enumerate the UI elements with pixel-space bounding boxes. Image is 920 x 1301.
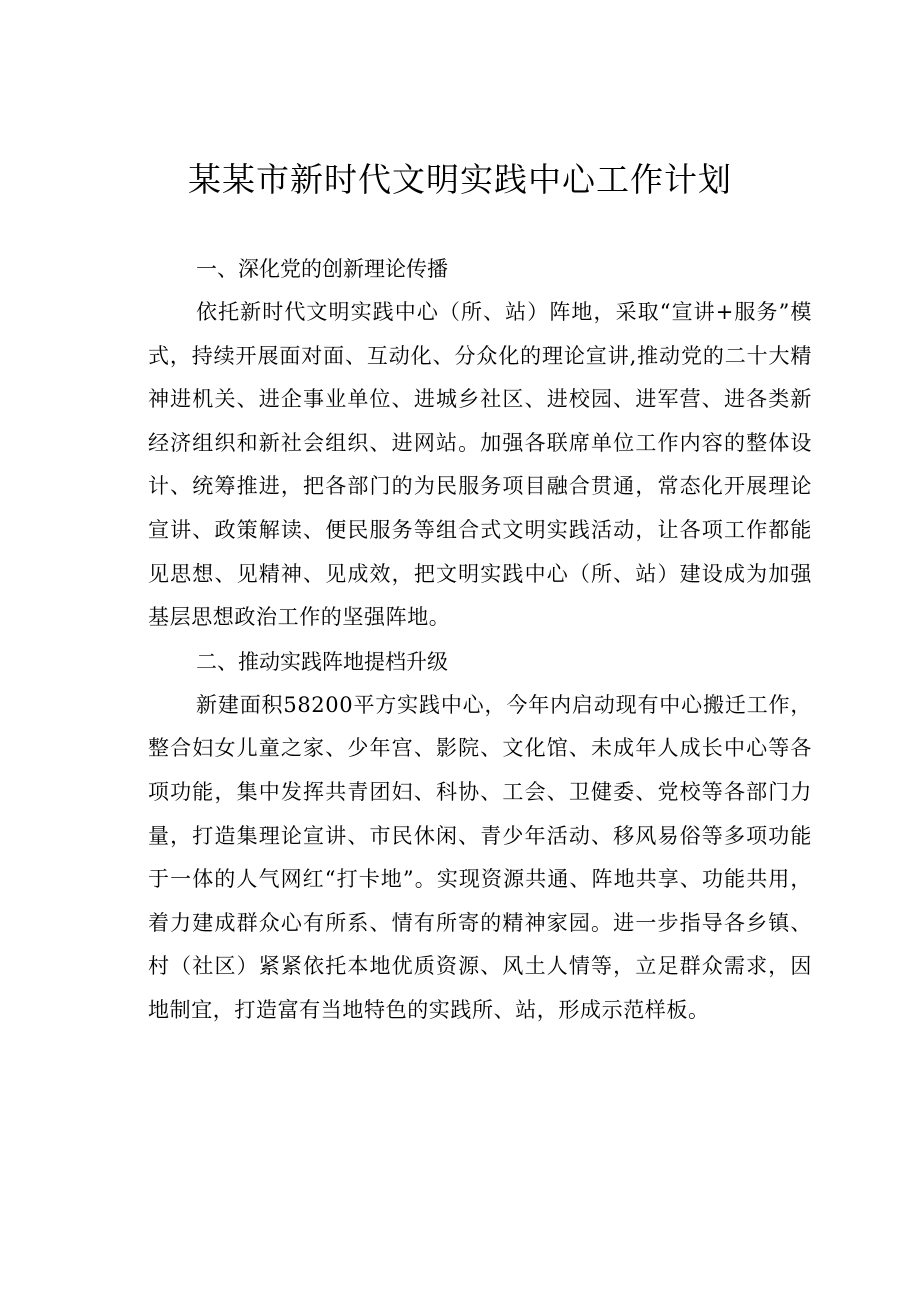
section-heading-2: 二、推动实践阵地提档升级 <box>196 649 448 674</box>
section-paragraph-2: 新建面积58200平方实践中心，今年内启动现有中心搬迁工作，整合妇女儿童之家、少年宫、影院、文化馆、未成年人成长中心等各项功能，集中发挥共青团妇、科协、工会、卫健委、党校等各部门力量，打造集理论宣讲、市民休闲、青少年活动、移风易俗等多项功能于一体的人气网红“打卡地”。实现资源共通、阵地共享、功能共用，着力建成群众心有所系、情有所寄的精神家园。进一步指导各乡镇、村（社区）紧紧依托本地优质资源、风土人情等，立足群众需求，因地制宜，打造富有当地特色的实践所、站，形成示范样板。 <box>148 692 812 1022</box>
document-title: 某某市新时代文明实践中心工作计划 <box>188 160 732 199</box>
document-body <box>148 247 812 1033</box>
section-heading-1: 一、深化党的创新理论传播 <box>196 257 448 281</box>
section-paragraph-1: 依托新时代文明实践中心（所、站）阵地，采取“宣讲+服务”模式，持续开展面对面、互动化、分众化的理论宣讲,推动党的二十大精神进机关、进企事业单位、进城乡社区、进校园、进军营、进各类新经济组织和新社会组织、进网站。加强各联席单位工作内容的整体设计、统筹推进，把各部门的为民服务项目融合贯通，常态化开展理论宣讲、政策解读、便民服务等组合式文明实践活动，让各项工作都能见思想、见精神、见成效，把文明实践中心（所、站）建设成为加强基层思想政治工作的坚强阵地。 <box>148 300 812 630</box>
